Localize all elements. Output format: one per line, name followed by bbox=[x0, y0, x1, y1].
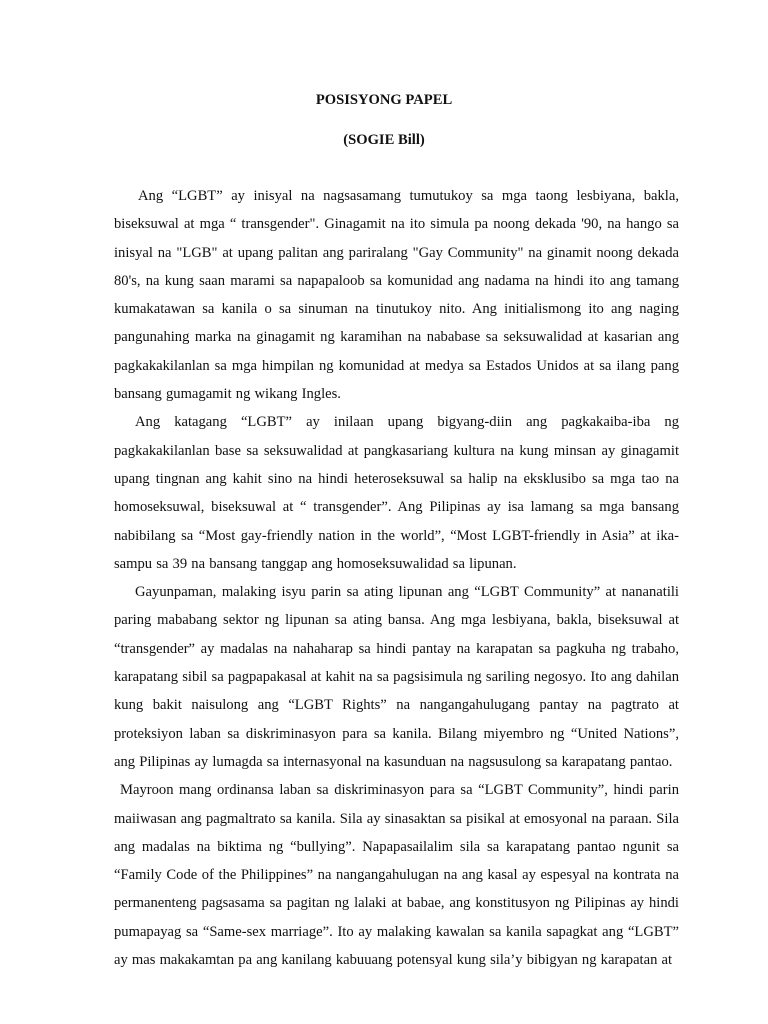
document-body bbox=[114, 182, 679, 974]
document-title: POSISYONG PAPEL bbox=[315, 92, 453, 108]
paragraph-1: Ang “LGBT” ay inisyal na nagsasamang tumutukoy sa mga taong lesbiyana, bakla, biseksuwal at mga “ transgender". Ginagamit na ito simula pa noong dekada '90, na hango sa inisyal na "LGB" at upang palitan ang pariralang "Gay Community" na ginamit noong dekada 80's, na kung saan marami sa napapaloob sa komunidad ang nadama na hindi ito ang tamang kumakatawan sa kanila o sa sinuman na tinutukoy nito. Ang initialismong ito ang naging pangunahing marka na ginagamit ng karamihan na nababase sa seksuwalidad at kasarian ang pagkakakilanlan sa mga himpilan ng komunidad at medya sa Estados Unidos at sa ilang pang bansang gumagamit ng wikang Ingles. bbox=[114, 188, 679, 403]
paragraph-3: Gayunpaman, malaking isyu parin sa ating lipunan ang “LGBT Community” at nananatili paring mababang sektor ng lipunan sa ating bansa. Ang mga lesbiyana, bakla, biseksuwal at “transgender” ay madalas na nahaharap sa hindi pantay na karapatan sa pagkuha ng trabaho, karapatang sibil sa pagpapakasal at kahit na sa pagsisimula ng sariling negosyo. Ito ang dahilan kung bakit naisulong ang “LGBT Rights” na nangangahulugang pantay na pagtrato at proteksiyon laban sa diskriminasyon para sa kanila. Bilang miyembro ng “United Nations”, ang Pilipinas ay lumagda sa internasyonal na kasunduan na nagsusulong sa karapatang pantao. bbox=[114, 584, 679, 770]
paragraph-4: Mayroon mang ordinansa laban sa diskriminasyon para sa “LGBT Community”, hindi parin maiiwasan ang pagmaltrato sa kanila. Sila ay sinasaktan sa pisikal at emosyonal na paraan. Sila ang madalas na biktima ng “bullying”. Napapasailalim sila sa karapatang pantao ngunit sa “Family Code of the Philippines” na nangangahulugan na ang kasal ay espesyal na kontrata na permanenteng pagsasama sa pagitan ng lalaki at babae, ang konstitusyon ng Pilipinas ay hindi pumapayag sa “Same-sex marriage”. Ito ay malaking kawalan sa kanila sapagkat ang “LGBT” ay mas makakamtan pa ang kanilang kabuuang potensyal kung sila’y bibigyan ng karapatan at bbox=[114, 782, 679, 969]
paragraph-2: Ang katagang “LGBT” ay inilaan upang bigyang-diin ang pagkakaiba-iba ng pagkakakilanlan base sa seksuwalidad at pangkasariang kultura na kung minsan ay ginagamit upang tingnan ang kahit sino na hindi heteroseksuwal sa halip na eksklusibo sa mga tao na homoseksuwal, biseksuwal at “ transgender”. Ang Pilipinas ay isa lamang sa mga bansang nabibilang sa “Most gay-friendly nation in the world”, “Most LGBT-friendly in Asia” at ika-sampu sa 39 na bansang tanggap ang homoseksuwalidad sa lipunan. bbox=[114, 414, 679, 572]
document-subtitle: (SOGIE Bill) bbox=[343, 132, 425, 148]
